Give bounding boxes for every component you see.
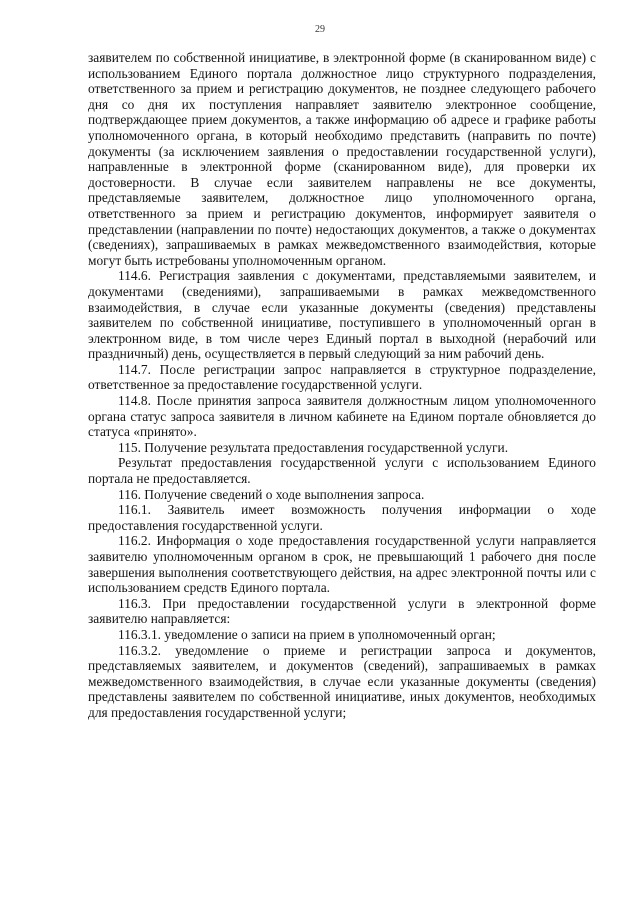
- paragraph: 116.3. При предоставлении государственной услуги в электронной форме заявителю направляется:: [88, 595, 596, 627]
- paragraph: 116.3.2. уведомление о приеме и регистрации запроса и документов, представляемых заявителем, и документов (сведений), запрашиваемых в рамках межведомственного взаимодействия, в случае если указанные документы (сведения) представлены заявителем по собственной инициативе, иных документов, необходимых для предоставления государственной услуги;: [88, 642, 596, 720]
- document-body: [88, 50, 596, 721]
- paragraph: 114.8. После принятия запроса заявителя должностным лицом уполномоченного органа статус запроса заявителя в личном кабинете на Едином портале обновляется до статуса «принято».: [88, 393, 596, 440]
- paragraph: 116.2. Информация о ходе предоставления государственной услуги направляется заявителю уполномоченным органом в срок, не превышающий 1 рабочего дня после завершения выполнения соответствующего действия, на адрес электронной почты или с использованием средств Единого портала.: [88, 533, 596, 596]
- paragraph: 115. Получение результата предоставления государственной услуги.: [118, 439, 509, 455]
- paragraph: 116. Получение сведений о ходе выполнения запроса.: [118, 486, 425, 502]
- paragraph: 114.6. Регистрация заявления с документами, представляемыми заявителем, и документами (сведениями), запрашиваемыми в рамках межведомственного взаимодействия, в случае если указанные документы (сведения) представлены заявителем по собственной инициативе, поступившего в уполномоченный орган в электронном виде, в том числе через Единый портал в выходной (нерабочий или праздничный) день, осуществляется в первый следующий за ним рабочий день.: [88, 268, 596, 362]
- paragraph: Результат предоставления государственной услуги с использованием Единого портала не предоставляется.: [88, 455, 596, 487]
- paragraph: заявителем по собственной инициативе, в электронной форме (в сканированном виде) с использованием Единого портала должностное лицо структурного подразделения, ответственного за прием и регистрацию документов, не позднее следующего рабочего дня со дня их поступления направляет заявителю электронное сообщение, подтверждающее прием документов, а также информацию об адресе и графике работы уполномоченного органа, в который необходимо представить (направить по почте) документы (за исключением заявления о предоставлении государственной услуги), направленные в электронной форме (сканированном виде), для проверки их достоверности. В случае если заявителем направлены не все документы, представляемые заявителем, должностное лицо уполномоченного органа, ответственного за прием и регистрацию документов, информирует заявителя о представлении (направлении по почте) недостающих документов, а также о документах (сведениях), запрашиваемых в рамках межведомственного взаимодействия, которые могут быть истребованы уполномоченным органом.: [88, 50, 596, 268]
- page-number: 29: [315, 24, 325, 35]
- paragraph: 116.1. Заявитель имеет возможность получения информации о ходе предоставления государственной услуги.: [88, 502, 596, 533]
- paragraph: 114.7. После регистрации запрос направляется в структурное подразделение, ответственное за предоставление государственной услуги.: [88, 361, 596, 393]
- paragraph: 116.3.1. уведомление о записи на прием в уполномоченный орган;: [118, 626, 496, 642]
